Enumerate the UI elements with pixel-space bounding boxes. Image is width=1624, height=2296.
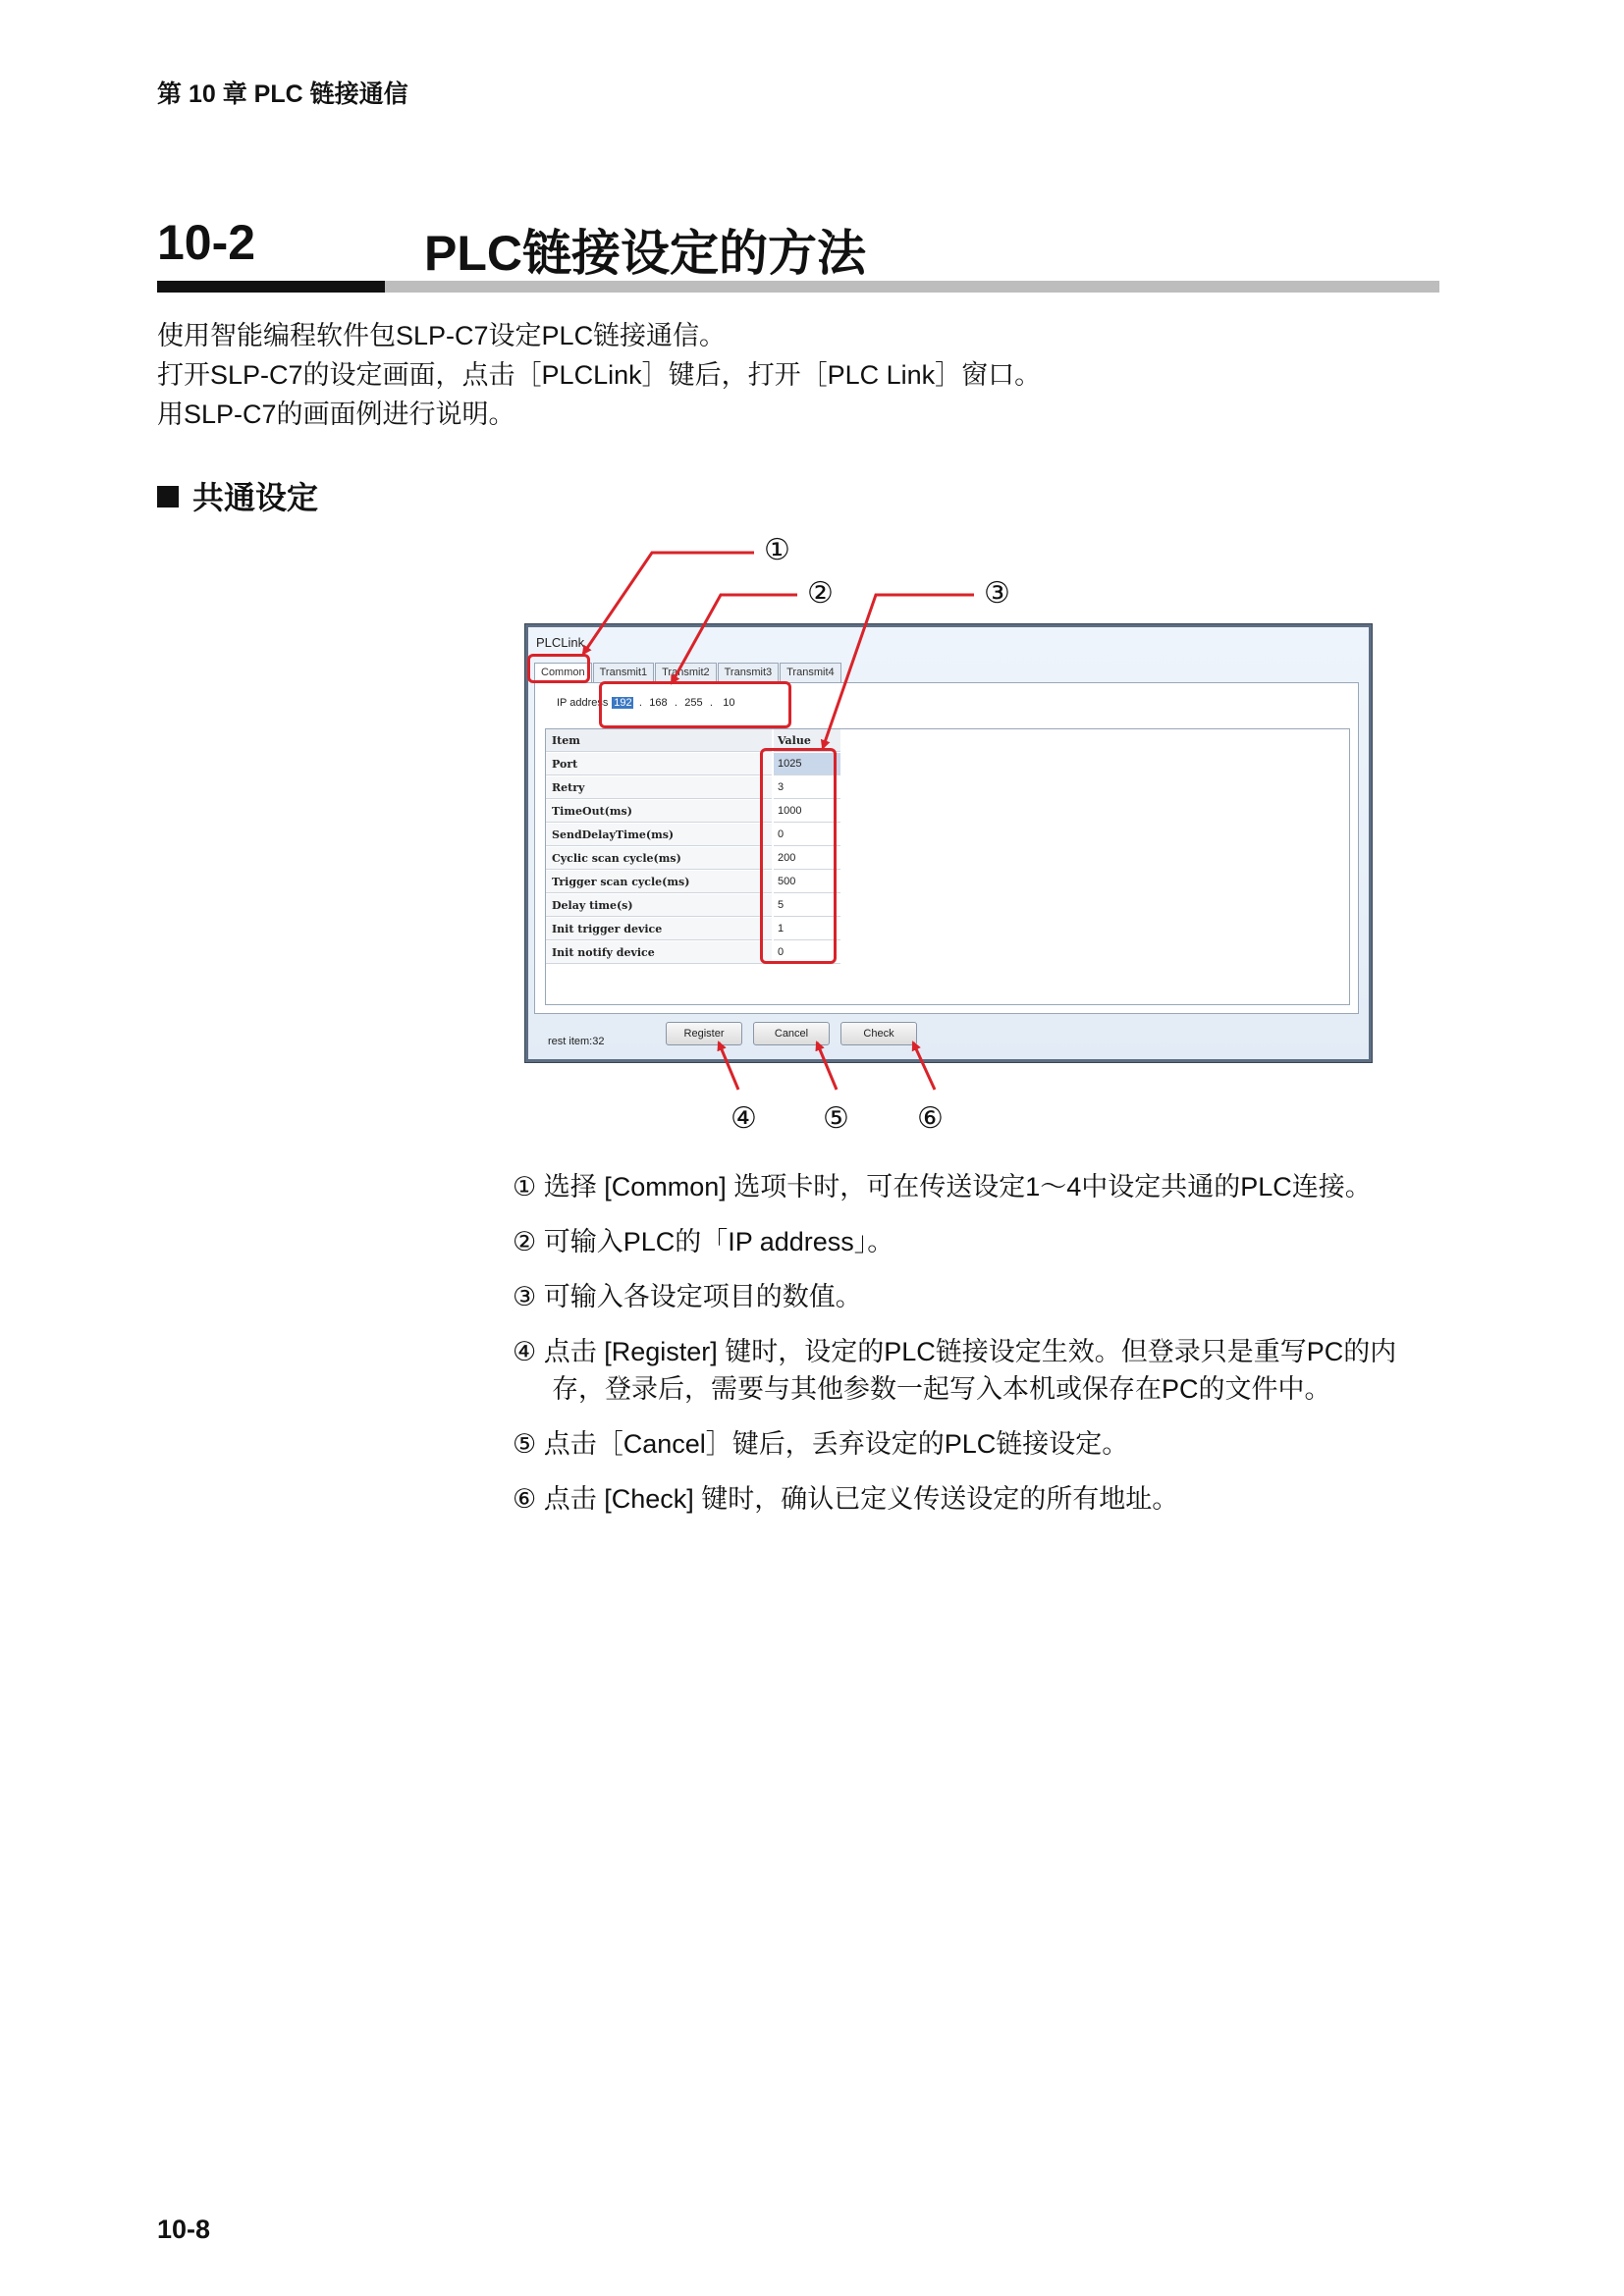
arrow-callout-6 xyxy=(913,1042,935,1090)
row-item: Retry xyxy=(546,776,772,799)
note-item: ② 可输入PLC的「IP address」。 xyxy=(513,1227,894,1256)
callout-1: ① xyxy=(764,534,790,566)
row-value[interactable]: 0 xyxy=(774,941,840,964)
chapter-header: 第 10 章 PLC 链接通信 xyxy=(157,80,408,108)
tab-transmit2[interactable]: Transmit2 xyxy=(655,663,717,682)
row-value[interactable]: 1000 xyxy=(774,800,840,823)
column-header-value: Value xyxy=(774,729,840,752)
note-item: ⑤ 点击［Cancel］键后，丢弃设定的PLC链接设定。 xyxy=(513,1429,1129,1459)
row-item: SendDelayTime(ms) xyxy=(546,824,772,846)
page-number: 10-8 xyxy=(157,2215,211,2244)
ip-octet-2[interactable]: 168 xyxy=(649,697,668,709)
callout-4: ④ xyxy=(731,1102,757,1135)
subheading-text: 共通设定 xyxy=(192,480,319,515)
check-button[interactable]: Check xyxy=(840,1022,917,1045)
row-item: Cyclic scan cycle(ms) xyxy=(546,847,772,870)
note-item: ① 选择 [Common] 选项卡时，可在传送设定1～4中设定共通的PLC连接。 xyxy=(513,1172,1372,1201)
arrow-callout-1 xyxy=(583,553,754,654)
arrow-callout-2 xyxy=(672,595,797,683)
column-header-item: Item xyxy=(546,729,772,752)
row-value[interactable]: 3 xyxy=(774,776,840,799)
intro-line: 打开SLP-C7的设定画面，点击［PLCLink］键后，打开［PLC Link］窗口。 xyxy=(157,360,1042,390)
tab-transmit3[interactable]: Transmit3 xyxy=(718,663,780,682)
register-button[interactable]: Register xyxy=(666,1022,742,1045)
section-title: PLC链接设定的方法 xyxy=(424,226,866,281)
section-number: 10-2 xyxy=(157,215,256,270)
intro-line: 使用智能编程软件包SLP-C7设定PLC链接通信。 xyxy=(157,321,727,350)
row-value[interactable]: 1 xyxy=(774,918,840,940)
tab-common[interactable]: Common xyxy=(534,663,592,682)
ip-dot: . xyxy=(709,697,713,709)
arrow-callout-4 xyxy=(719,1042,738,1090)
row-item: Init notify device xyxy=(546,941,772,964)
ip-dot: . xyxy=(638,697,642,709)
tab-transmit1[interactable]: Transmit1 xyxy=(593,663,655,682)
callout-6: ⑥ xyxy=(917,1102,944,1135)
ip-octet-3[interactable]: 255 xyxy=(684,697,703,709)
arrow-callout-3 xyxy=(823,595,974,748)
window-title: PLCLink xyxy=(536,635,585,650)
callout-5: ⑤ xyxy=(823,1102,849,1135)
cancel-button[interactable]: Cancel xyxy=(753,1022,830,1045)
ip-octet-1[interactable]: 192 xyxy=(614,697,632,709)
row-item: Trigger scan cycle(ms) xyxy=(546,871,772,893)
note-item: ⑥ 点击 [Check] 键时，确认已定义传送设定的所有地址。 xyxy=(513,1484,1179,1514)
tab-transmit4[interactable]: Transmit4 xyxy=(780,663,841,682)
row-item: TimeOut(ms) xyxy=(546,800,772,823)
row-value[interactable]: 5 xyxy=(774,894,840,917)
row-value[interactable]: 200 xyxy=(774,847,840,870)
note-item-continuation: 存，登录后，需要与其他参数一起写入本机或保存在PC的文件中。 xyxy=(552,1374,1331,1404)
row-item: Init trigger device xyxy=(546,918,772,940)
ip-dot: . xyxy=(674,697,677,709)
ip-address-label: IP address xyxy=(557,697,609,709)
note-item: ③ 可输入各设定项目的数值。 xyxy=(513,1282,862,1311)
callout-2: ② xyxy=(807,577,834,610)
arrow-callout-5 xyxy=(817,1042,837,1090)
intro-line: 用SLP-C7的画面例进行说明。 xyxy=(157,400,515,429)
note-item: ④ 点击 [Register] 键时，设定的PLC链接设定生效。但登录只是重写PC的内 xyxy=(513,1337,1397,1366)
row-item: Delay time(s) xyxy=(546,894,772,917)
row-value[interactable]: 0 xyxy=(774,824,840,846)
row-value[interactable]: 1025 xyxy=(774,753,840,775)
rest-item-count: rest item:32 xyxy=(548,1036,605,1047)
ip-octet-4[interactable]: 10 xyxy=(723,697,735,709)
row-value[interactable]: 500 xyxy=(774,871,840,893)
row-item: Port xyxy=(546,753,772,775)
callout-3: ③ xyxy=(984,577,1010,610)
